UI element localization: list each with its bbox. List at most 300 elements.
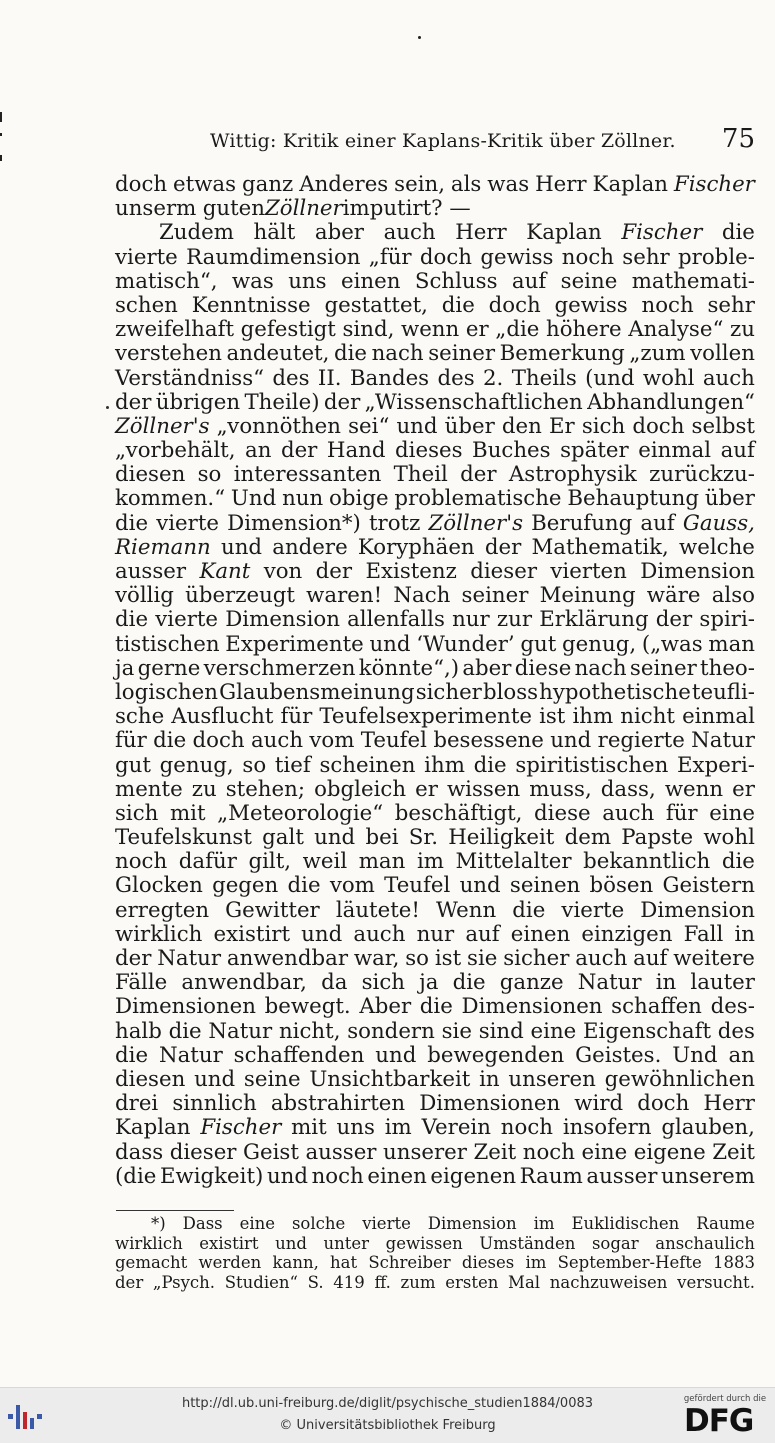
word: gilt, xyxy=(248,849,292,875)
text-line xyxy=(115,463,755,487)
word: „Wissenschaftlichen xyxy=(364,389,583,415)
word: Behauptung xyxy=(567,486,699,512)
word: einmal xyxy=(638,438,712,464)
word: obige xyxy=(329,486,389,512)
word: Zeit xyxy=(473,1139,517,1165)
word: Geistes. xyxy=(575,1042,662,1068)
word: guten xyxy=(202,196,265,222)
word: die xyxy=(287,873,321,899)
word: die xyxy=(473,752,507,778)
word: genug, xyxy=(562,631,637,657)
word: gerne xyxy=(137,655,201,681)
word: auf xyxy=(720,438,755,464)
scan-speck xyxy=(106,406,109,409)
word: bloss xyxy=(482,679,539,705)
word: vierte xyxy=(362,1214,411,1233)
word: vom xyxy=(329,873,375,899)
word: dafür xyxy=(178,849,237,875)
word: Verein xyxy=(421,1115,491,1141)
word: so xyxy=(405,946,430,971)
word: Raumdimension xyxy=(186,244,361,270)
word: die xyxy=(721,849,755,875)
word: existirt xyxy=(199,1233,259,1253)
word: Mittelalter xyxy=(455,849,572,875)
word: tief xyxy=(274,752,311,778)
word: Mal xyxy=(508,1272,541,1292)
word: dieses xyxy=(461,1253,515,1273)
word: auch xyxy=(575,946,628,971)
text-line xyxy=(115,294,755,318)
word: einen xyxy=(367,1163,427,1189)
word: gegen xyxy=(212,873,279,899)
dfg-caption: gefördert durch die xyxy=(683,1394,767,1404)
word: Natur xyxy=(577,970,642,996)
word: für xyxy=(665,800,698,826)
italic-word: Fischer xyxy=(200,1115,282,1141)
word: die xyxy=(153,728,187,754)
word: eigene xyxy=(633,1139,706,1165)
text-line xyxy=(115,754,755,778)
word: welche xyxy=(679,534,755,560)
word: an xyxy=(245,438,272,464)
word: Geist xyxy=(243,1139,299,1165)
word: eigenen xyxy=(430,1163,517,1189)
word: „zum xyxy=(629,341,686,367)
word: Papste xyxy=(621,825,694,851)
word: nicht, xyxy=(278,1018,341,1044)
word: so xyxy=(197,462,222,488)
word: seiner xyxy=(428,341,496,367)
word: lauter xyxy=(690,970,755,996)
word: gestattet, xyxy=(324,292,428,318)
word: ganz xyxy=(241,172,294,197)
word: teufli- xyxy=(691,679,755,705)
word: Theile) xyxy=(244,389,320,415)
word: bewegenden xyxy=(427,1042,565,1068)
word: Dimension xyxy=(427,1214,517,1233)
word: einzigen xyxy=(581,921,673,947)
word: sicher xyxy=(503,946,570,971)
word: Teufel xyxy=(384,873,451,899)
word: und xyxy=(266,1163,309,1189)
word: ganze xyxy=(499,970,564,996)
word: der xyxy=(655,607,693,633)
word: sein, xyxy=(394,172,445,197)
word: September-Hefte xyxy=(557,1253,702,1273)
word: sei“ xyxy=(348,413,390,439)
word: des xyxy=(717,1018,755,1044)
text-line xyxy=(115,487,755,511)
word: andere xyxy=(272,534,348,560)
word: versucht. xyxy=(677,1272,755,1292)
text-line xyxy=(115,560,755,584)
word: später xyxy=(560,438,629,464)
word: Nach xyxy=(393,583,451,609)
word: sie xyxy=(467,946,498,971)
dfg-logo[interactable] xyxy=(682,1394,768,1438)
word: auch xyxy=(383,220,436,246)
word: matisch“, xyxy=(115,268,218,294)
word: sogar xyxy=(591,1233,639,1253)
text-line xyxy=(115,1044,755,1068)
word: seinen xyxy=(509,873,581,899)
word: diesen xyxy=(115,462,186,488)
word: seine xyxy=(560,268,618,294)
word: schen xyxy=(115,292,178,318)
running-head-title: Wittig: Kritik einer Kaplans-Kritik über Zöllner. xyxy=(210,130,676,152)
word: die xyxy=(115,510,149,536)
word: unserer xyxy=(383,1139,467,1165)
word: Und xyxy=(230,486,277,512)
word: nach xyxy=(371,341,424,367)
word: zu xyxy=(729,317,755,343)
word: wird xyxy=(574,1091,624,1117)
main-text xyxy=(115,173,755,1189)
word: dass xyxy=(115,1139,164,1165)
text-line xyxy=(115,826,755,850)
word: und xyxy=(369,631,411,657)
text-line xyxy=(115,1234,755,1254)
word: Anderes xyxy=(299,172,389,197)
word: Analyse“ xyxy=(628,317,724,343)
text-line xyxy=(115,391,755,415)
word: noch xyxy=(500,1115,553,1141)
word: nun xyxy=(282,486,324,512)
word: gut xyxy=(115,752,151,778)
word: bei xyxy=(365,825,399,851)
word: als xyxy=(450,172,482,197)
word: logischen xyxy=(115,679,218,705)
word: „vorbehält, xyxy=(115,438,236,464)
word: Herr xyxy=(535,172,587,197)
viewer-footer xyxy=(0,1387,775,1443)
word: verstehen xyxy=(115,341,222,367)
word: sind, xyxy=(342,317,395,343)
word: war, xyxy=(353,946,400,971)
word: vierte xyxy=(115,244,178,270)
word: doch xyxy=(419,244,473,270)
word: er xyxy=(732,776,755,802)
text-line xyxy=(115,874,755,898)
word: zurückzu- xyxy=(649,462,755,488)
word: spiri- xyxy=(699,607,755,633)
word: Dimension*) xyxy=(227,510,361,536)
word: trotz xyxy=(368,510,421,536)
word: anschaulich xyxy=(655,1233,755,1253)
word: dieses xyxy=(395,438,463,464)
word: im xyxy=(525,1253,547,1273)
text-line xyxy=(115,899,755,923)
word: uns xyxy=(336,1115,375,1141)
text-line xyxy=(115,1092,755,1116)
word: und xyxy=(194,1066,236,1092)
word: Theils xyxy=(511,365,577,391)
word: ihm xyxy=(572,704,614,730)
word: für xyxy=(280,704,313,730)
word: aber xyxy=(314,220,364,246)
word: höhere xyxy=(546,317,622,343)
word: Dass xyxy=(182,1214,223,1233)
word: „für xyxy=(368,244,412,270)
word: könnte“,) xyxy=(358,655,460,681)
word: genug, xyxy=(159,752,234,778)
word: seiner xyxy=(629,655,697,681)
text-line xyxy=(115,657,755,681)
scan-speck xyxy=(418,36,421,39)
word: sehr xyxy=(622,244,670,270)
word: Astrophysik xyxy=(508,462,637,488)
word: Erklärung xyxy=(539,607,649,633)
word: des xyxy=(272,365,310,391)
word: Wenn xyxy=(436,897,497,923)
word: Umständen xyxy=(479,1233,576,1253)
word: unserm xyxy=(115,196,197,222)
text-line xyxy=(115,246,755,270)
word: gewiss xyxy=(480,244,554,270)
word: Raume xyxy=(696,1214,755,1233)
word: Raum xyxy=(519,1163,583,1189)
word: eine xyxy=(530,1018,577,1044)
footnote xyxy=(115,1214,755,1292)
text-line xyxy=(115,536,755,560)
running-header xyxy=(115,124,757,156)
word: schaffen xyxy=(611,994,702,1020)
text-line xyxy=(115,342,755,366)
word: scheinen xyxy=(319,752,416,778)
word: theo- xyxy=(700,655,755,681)
word: auf xyxy=(465,921,500,947)
word: gefestigt xyxy=(240,317,336,343)
word: auch xyxy=(702,365,755,391)
word: Ausflucht xyxy=(171,704,274,730)
word: etwas xyxy=(173,172,237,197)
word: wohl xyxy=(703,825,755,851)
word: völlig xyxy=(115,583,174,609)
footnote-separator xyxy=(116,1210,234,1211)
word: gemacht xyxy=(115,1253,188,1273)
italic-word: Zöllner's xyxy=(115,413,210,439)
word: die xyxy=(721,220,755,246)
word: Teufel xyxy=(360,728,427,754)
word: Kenntnisse xyxy=(191,292,311,318)
word: II. xyxy=(317,365,342,391)
text-line xyxy=(115,681,755,705)
word: der xyxy=(115,946,152,971)
word: Gewitter xyxy=(225,897,320,923)
word: kommen.“ xyxy=(115,486,226,512)
word: die xyxy=(115,1042,149,1068)
word: ausser xyxy=(115,559,187,584)
word: Natur xyxy=(158,1042,223,1068)
word: verschmerzen xyxy=(203,655,356,681)
word: Er xyxy=(548,413,575,439)
word: noch xyxy=(561,244,614,270)
text-line xyxy=(115,221,755,245)
word: Fall xyxy=(683,921,724,947)
word: ff. xyxy=(374,1272,391,1292)
word: stehen; xyxy=(225,776,306,802)
word: noch xyxy=(522,1139,575,1165)
word: eine xyxy=(581,1139,628,1165)
word: Verständniss“ xyxy=(115,365,265,391)
word: und xyxy=(396,413,438,439)
word: („was xyxy=(641,631,703,657)
word: solche xyxy=(291,1214,346,1233)
word: über xyxy=(444,413,495,439)
word: Dimension xyxy=(640,897,755,923)
word: 419 xyxy=(333,1272,365,1292)
word: ausser xyxy=(305,1139,377,1165)
word: die xyxy=(419,994,453,1020)
word: Hand xyxy=(326,438,386,464)
word: der xyxy=(280,438,318,464)
word: aber xyxy=(462,655,512,681)
word: abstrahirten xyxy=(270,1091,406,1117)
word: weitere xyxy=(673,946,755,971)
word: und xyxy=(314,825,356,851)
word: unseren xyxy=(508,1066,596,1092)
word: nachzuweisen xyxy=(549,1272,668,1292)
text-line xyxy=(115,705,755,729)
word: doch xyxy=(632,413,685,439)
word: halb xyxy=(115,1018,162,1044)
word: für xyxy=(115,728,147,754)
word: ihm xyxy=(424,752,465,778)
word: Und xyxy=(672,1042,718,1068)
word: die xyxy=(168,1018,202,1044)
word: weil xyxy=(302,849,348,875)
word: Aber xyxy=(359,994,412,1020)
word: und xyxy=(275,1233,307,1253)
word: Herr xyxy=(703,1091,755,1117)
word: Euklidischen xyxy=(571,1214,680,1233)
word: Koryphäen xyxy=(357,534,475,560)
word: „vonnöthen xyxy=(216,413,342,439)
italic-word: Gauss, xyxy=(682,510,755,536)
word: nicht xyxy=(620,704,675,730)
text-line xyxy=(115,318,755,342)
word: anwendbar, xyxy=(181,970,307,996)
word: problematische xyxy=(394,486,562,512)
word: sich xyxy=(361,970,405,996)
word: Fälle xyxy=(115,970,168,996)
word: Unsichtbarkeit xyxy=(309,1066,471,1092)
word: und xyxy=(375,1042,417,1068)
word: imputirt? — xyxy=(342,196,471,222)
word: wirklich xyxy=(115,921,203,947)
word: Theil xyxy=(393,462,448,488)
word: vierte xyxy=(561,897,625,923)
word: im xyxy=(533,1214,555,1233)
word: ausser xyxy=(586,1163,658,1189)
word: (die xyxy=(115,1163,157,1189)
word: bewegt. xyxy=(264,994,351,1020)
word: vierte xyxy=(155,607,219,633)
word: da xyxy=(321,970,348,996)
word: mit xyxy=(169,800,206,826)
word: drei xyxy=(115,1091,159,1117)
word: spiritistischen xyxy=(515,752,669,778)
text-line xyxy=(115,995,755,1019)
word: ‘Wunder’ xyxy=(416,631,515,657)
word: der xyxy=(115,1272,144,1292)
word: Glaubensmeinung xyxy=(219,679,415,705)
italic-word: Fischer xyxy=(673,172,755,197)
text-line xyxy=(115,512,755,536)
word: kann, xyxy=(272,1253,319,1273)
word: insofern xyxy=(562,1115,652,1141)
text-line xyxy=(115,1020,755,1044)
word: erregten xyxy=(115,897,210,923)
word: und xyxy=(459,873,501,899)
word: ist xyxy=(434,946,462,971)
word: doch xyxy=(115,172,168,197)
word: bekanntlich xyxy=(583,849,711,875)
word: „Meteorologie“ xyxy=(217,800,384,826)
text-line xyxy=(115,270,755,294)
word: sie xyxy=(441,1018,472,1044)
word: und xyxy=(550,728,592,754)
word: selbst xyxy=(691,413,755,439)
word: wäre xyxy=(646,583,701,609)
word: eine xyxy=(239,1214,276,1233)
word: sche xyxy=(115,704,165,730)
word: sicher xyxy=(415,679,482,705)
word: bösen xyxy=(589,873,654,899)
word: der xyxy=(115,389,152,415)
word: gut xyxy=(520,631,557,657)
word: gewöhnlichen xyxy=(604,1066,755,1092)
word: des xyxy=(437,365,475,391)
text-line xyxy=(115,923,755,947)
word: doch xyxy=(192,728,245,754)
word: Schreiber xyxy=(368,1253,451,1273)
word: Kaplan xyxy=(526,220,602,246)
word: er xyxy=(465,317,489,343)
word: eine xyxy=(709,800,755,826)
word: 1883 xyxy=(712,1253,755,1273)
word: doch xyxy=(488,292,541,318)
word: die xyxy=(512,897,546,923)
word: S. xyxy=(307,1272,324,1292)
word: Dimension xyxy=(225,607,340,633)
italic-word: Fischer xyxy=(621,220,703,246)
italic-word: Zöllner's xyxy=(428,510,523,536)
word: Zudem xyxy=(159,220,234,246)
word: er xyxy=(415,776,438,802)
word: glauben, xyxy=(661,1115,755,1141)
word: dieser xyxy=(169,1139,237,1165)
permalink-url[interactable]: http://dl.ub.uni-freiburg.de/diglit/psychische_studien1884/0083 xyxy=(181,1396,594,1411)
word: tistischen xyxy=(115,631,220,657)
word: wenn xyxy=(400,317,460,343)
word: diese xyxy=(534,800,591,826)
word: proble- xyxy=(678,244,755,270)
word: übrigen xyxy=(155,389,241,415)
word: man xyxy=(708,631,755,657)
word: Dimension xyxy=(640,559,755,584)
word: zum xyxy=(400,1272,436,1292)
word: regierte xyxy=(597,728,685,754)
copyright-notice: © Universitätsbibliothek Freiburg xyxy=(279,1418,496,1433)
word: hält xyxy=(253,220,296,246)
italic-word: Riemann xyxy=(115,534,211,560)
word: dem xyxy=(564,825,612,851)
word: Berufung xyxy=(531,510,633,536)
word: seine xyxy=(243,1066,301,1092)
word: was xyxy=(487,172,530,197)
word: beschäftigt, xyxy=(394,800,523,826)
